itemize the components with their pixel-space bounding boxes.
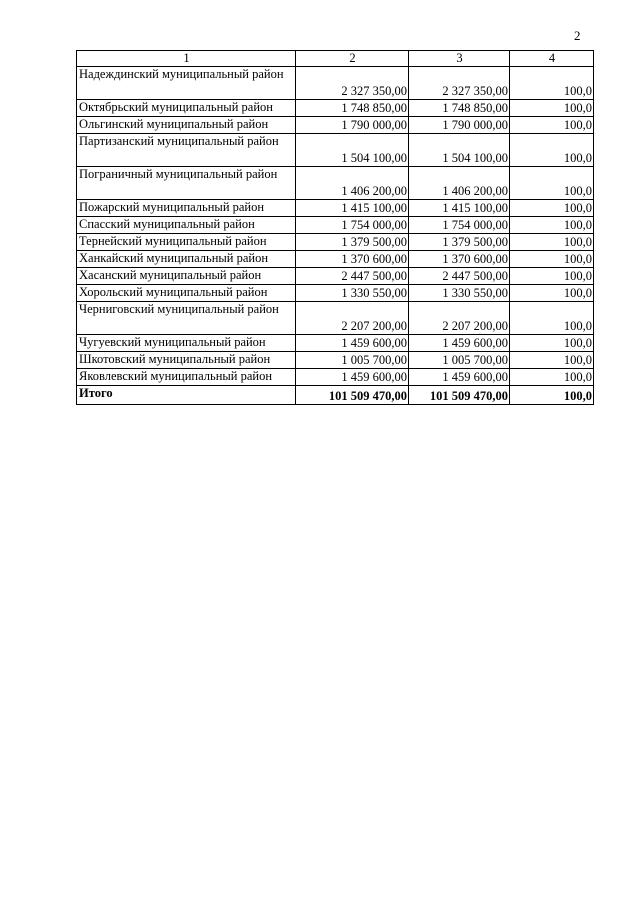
row-col-3: 2 447 500,00 — [409, 268, 510, 285]
row-district-name: Чугуевский муниципальный район — [77, 335, 296, 352]
row-district-name: Ольгинский муниципальный район — [77, 117, 296, 134]
row-district-name: Хорольский муниципальный район — [77, 285, 296, 302]
row-col-3: 1 005 700,00 — [409, 352, 510, 369]
table-header-row — [77, 51, 594, 67]
row-col-4: 100,0 — [510, 251, 594, 268]
total-row — [77, 386, 594, 405]
table-row — [77, 251, 594, 268]
row-col-3: 1 459 600,00 — [409, 369, 510, 386]
total-col-2: 101 509 470,00 — [296, 386, 409, 405]
row-district-name: Черниговский муниципальный район — [77, 302, 296, 335]
row-col-2: 2 207 200,00 — [296, 302, 409, 335]
total-col-3: 101 509 470,00 — [409, 386, 510, 405]
budget-table — [76, 50, 594, 405]
row-col-4: 100,0 — [510, 217, 594, 234]
row-col-4: 100,0 — [510, 100, 594, 117]
table-row — [77, 67, 594, 100]
row-col-2: 1 504 100,00 — [296, 134, 409, 167]
row-col-4: 100,0 — [510, 200, 594, 217]
row-col-3: 1 504 100,00 — [409, 134, 510, 167]
table-row — [77, 302, 594, 335]
row-col-2: 1 406 200,00 — [296, 167, 409, 200]
row-col-4: 100,0 — [510, 352, 594, 369]
row-col-4: 100,0 — [510, 67, 594, 100]
row-district-name: Хасанский муниципальный район — [77, 268, 296, 285]
table-row — [77, 285, 594, 302]
row-col-2: 1 790 000,00 — [296, 117, 409, 134]
table-row — [77, 100, 594, 117]
row-col-3: 1 415 100,00 — [409, 200, 510, 217]
row-col-4: 100,0 — [510, 117, 594, 134]
table-body — [77, 67, 594, 386]
table-row — [77, 217, 594, 234]
row-col-4: 100,0 — [510, 134, 594, 167]
table-row — [77, 200, 594, 217]
row-col-2: 1 748 850,00 — [296, 100, 409, 117]
row-col-2: 1 379 500,00 — [296, 234, 409, 251]
row-col-3: 1 459 600,00 — [409, 335, 510, 352]
row-col-3: 1 754 000,00 — [409, 217, 510, 234]
row-col-4: 100,0 — [510, 302, 594, 335]
total-label: Итого — [77, 386, 296, 405]
row-col-3: 1 406 200,00 — [409, 167, 510, 200]
table-row — [77, 352, 594, 369]
row-col-2: 1 330 550,00 — [296, 285, 409, 302]
row-col-2: 1 459 600,00 — [296, 369, 409, 386]
row-col-3: 1 790 000,00 — [409, 117, 510, 134]
table-row — [77, 117, 594, 134]
page-number: 2 — [574, 28, 581, 43]
row-col-4: 100,0 — [510, 234, 594, 251]
table-row — [77, 369, 594, 386]
row-district-name: Шкотовский муниципальный район — [77, 352, 296, 369]
column-header-4: 4 — [510, 51, 594, 67]
row-col-4: 100,0 — [510, 285, 594, 302]
row-district-name: Тернейский муниципальный район — [77, 234, 296, 251]
row-col-3: 1 748 850,00 — [409, 100, 510, 117]
row-col-2: 2 327 350,00 — [296, 67, 409, 100]
row-district-name: Ханкайский муниципальный район — [77, 251, 296, 268]
row-district-name: Пожарский муниципальный район — [77, 200, 296, 217]
row-col-2: 2 447 500,00 — [296, 268, 409, 285]
row-col-3: 1 370 600,00 — [409, 251, 510, 268]
table-row — [77, 167, 594, 200]
row-district-name: Яковлевский муниципальный район — [77, 369, 296, 386]
row-district-name: Надеждинский муниципальный район — [77, 67, 296, 100]
row-col-2: 1 459 600,00 — [296, 335, 409, 352]
row-col-3: 2 327 350,00 — [409, 67, 510, 100]
total-col-4: 100,0 — [510, 386, 594, 405]
row-district-name: Партизанский муниципальный район — [77, 134, 296, 167]
row-district-name: Пограничный муниципальный район — [77, 167, 296, 200]
row-col-4: 100,0 — [510, 335, 594, 352]
row-col-3: 1 379 500,00 — [409, 234, 510, 251]
table-row — [77, 335, 594, 352]
column-header-1: 1 — [77, 51, 296, 67]
row-col-3: 1 330 550,00 — [409, 285, 510, 302]
row-district-name: Октябрьский муниципальный район — [77, 100, 296, 117]
row-col-4: 100,0 — [510, 369, 594, 386]
column-header-2: 2 — [296, 51, 409, 67]
row-col-2: 1 415 100,00 — [296, 200, 409, 217]
table-row — [77, 234, 594, 251]
row-col-4: 100,0 — [510, 268, 594, 285]
column-header-3: 3 — [409, 51, 510, 67]
row-col-4: 100,0 — [510, 167, 594, 200]
row-col-2: 1 370 600,00 — [296, 251, 409, 268]
row-col-3: 2 207 200,00 — [409, 302, 510, 335]
table-row — [77, 268, 594, 285]
row-col-2: 1 754 000,00 — [296, 217, 409, 234]
table-row — [77, 134, 594, 167]
row-district-name: Спасский муниципальный район — [77, 217, 296, 234]
row-col-2: 1 005 700,00 — [296, 352, 409, 369]
